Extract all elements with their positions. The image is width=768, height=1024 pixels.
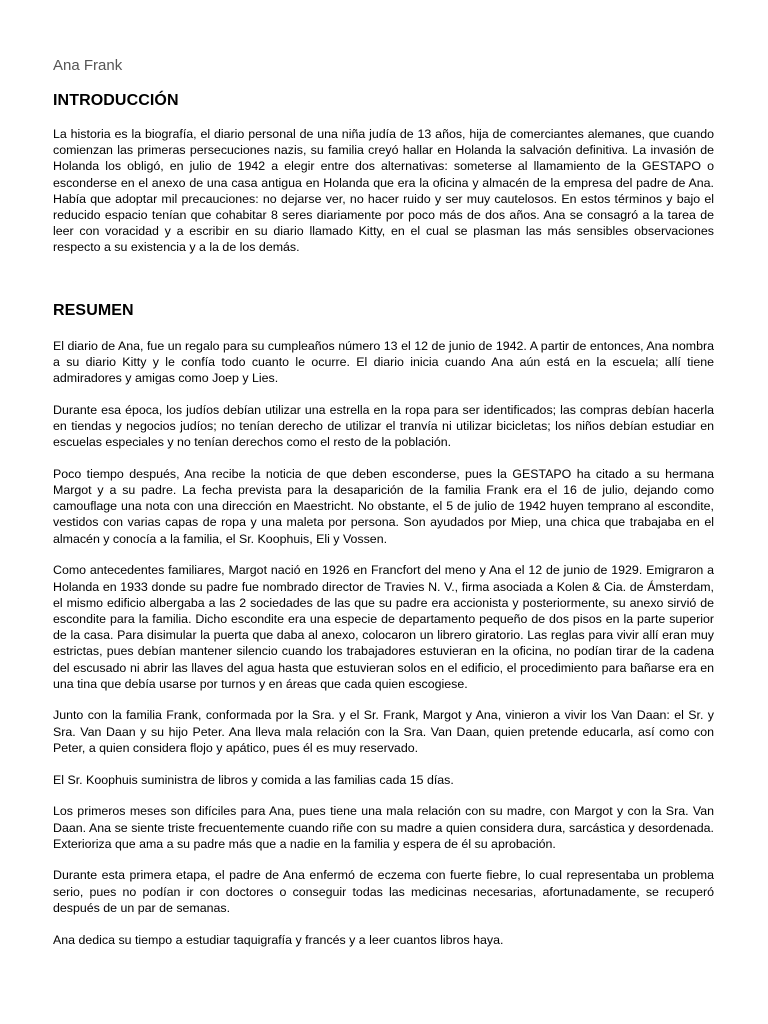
section-heading-introduccion: INTRODUCCIÓN: [53, 92, 179, 109]
intro-paragraph: La historia es la biografía, el diario personal de una niña judía de 13 años, hija de comerciantes alemanes, que cuando comienzan las primeras persecuciones nazis, su familia creyó hallar en Holanda la salvación definitiva. La invasión de Holanda los obligó, en julio de 1942 a elegir entre dos alternativas: someterse al llamamiento de la GESTAPO o esconderse en el anexo de una casa antigua en Holanda que era la oficina y almacén de la empresa del padre de Ana. Había que adoptar mil precauciones: no dejarse ver, no hacer ruido y ser muy cautelosos. En estos términos y bajo el reducido espacio tenían que cohabitar 8 seres diariamente por poco más de dos años. Ana se consagró a la tarea de leer con voracidad y a escribir en su diario llamado Kitty, en el cual se plasman las más sensibles observaciones respecto a su existencia y a la de los demás.: [53, 127, 714, 255]
document-title: Ana Frank: [53, 57, 123, 74]
resumen-paragraph-1: El diario de Ana, fue un regalo para su cumpleaños número 13 el 12 de junio de 1942. A partir de entonces, Ana nombra a su diario Kitty y le confía todo cuanto le ocurre. El diario inicia cuando Ana aún está en la escuela; allí tiene admiradores y amigas como Joep y Lies.: [53, 338, 714, 386]
resumen-paragraph-5: Junto con la familia Frank, conformada por la Sra. y el Sr. Frank, Margot y Ana, vinieron a vivir los Van Daan: el Sr. y Sra. Van Daan y su hijo Peter. Ana lleva mala relación con la Sra. Van Daan, quien pretende educarla, así como con Peter, a quien considera flojo y apático, pues él es muy reservado.: [53, 708, 714, 755]
document-page: [53, 56, 714, 948]
resumen-paragraph-7: Los primeros meses son difíciles para Ana, pues tiene una mala relación con su madre, con Margot y con la Sra. Van Daan. Ana se siente triste frecuentemente cuando riñe con su madre a quien considera dura, sarcástica y desordenada. Exterioriza que ama a su padre más que a nadie en la familia y espera de él su aprobación.: [53, 804, 714, 851]
resumen-paragraph-2: Durante esa época, los judíos debían utilizar una estrella en la ropa para ser identificados; las compras debían hacerla en tiendas y negocios judíos; no tenían derecho de utilizar el tranvía ni utilizar bicicletas; los niños debían estudiar en escuelas especiales y no tenían derechos como el resto de la población.: [53, 402, 714, 450]
resumen-paragraph-8: Durante esta primera etapa, el padre de Ana enfermó de eczema con fuerte fiebre, lo cual representaba un problema serio, pues no podían ir con doctores o conseguir todas las medicinas necesarias, afortunadamente, se recuperó después de un par de semanas.: [53, 868, 714, 915]
resumen-paragraph-6: El Sr. Koophuis suministra de libros y comida a las familias cada 15 días.: [53, 772, 454, 787]
resumen-paragraph-9: Ana dedica su tiempo a estudiar taquigrafía y francés y a leer cuantos libros haya.: [53, 932, 504, 947]
section-heading-resumen: RESUMEN: [53, 301, 134, 319]
resumen-paragraph-4: Como antecedentes familiares, Margot nació en 1926 en Francfort del meno y Ana el 12 de junio de 1929. Emigraron a Holanda en 1933 donde su padre fue nombrado director de Travies N. V., firma asociada a Kolen & Cia. de Ámsterdam, el mismo edificio albergaba a las 2 sociedades de las que su padre era accionista y posteriormente, su anexo sirvió de escondite para la familia. Dicho escondite era una especie de departamento pequeño de dos pisos en la parte superior de la casa. Para disimular la puerta que daba al anexo, colocaron un librero giratorio. Las reglas para vivir allí eran muy estrictas, pues debían mantener silencio cuando los trabajadores estuvieran en la oficina, no podían tirar de la cadena del escusado ni abrir las llaves del agua hasta que estuvieran solos en el edificio, el procedimiento para bañarse era en una tina que debía usarse por turnos y en áreas que cada quien escogiese.: [53, 563, 714, 691]
resumen-paragraph-3: Poco tiempo después, Ana recibe la noticia de que deben esconderse, pues la GESTAPO ha citado a su hermana Margot y a su padre. La fecha prevista para la desaparición de la familia Frank era el 16 de julio, dejando como camouflage una nota con una dirección en Maestricht. No obstante, el 5 de julio de 1942 huyen temprano al escondite, vestidos con varias capas de ropa y una maleta por persona. Son ayudados por Miep, una chica que trabajaba en el almacén y conocía a la familia, el Sr. Koophuis, Eli y Vossen.: [53, 466, 714, 546]
